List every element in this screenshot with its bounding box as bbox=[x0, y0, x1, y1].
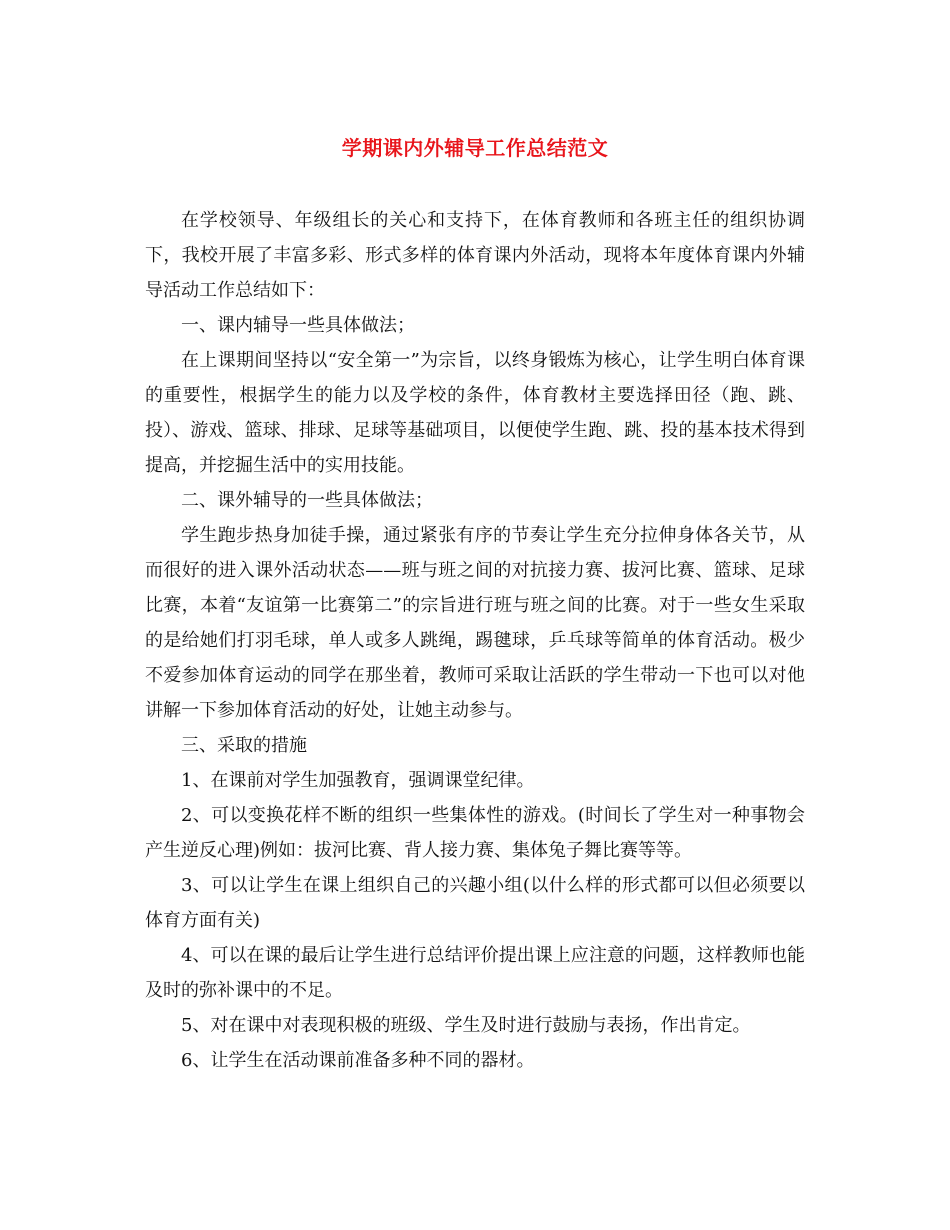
document-title: 学期课内外辅导工作总结范文 bbox=[341, 136, 609, 160]
measure-item-1: 1、在课前对学生加强教育，强调课堂纪律。 bbox=[181, 770, 535, 791]
section-heading-3: 三、采取的措施 bbox=[181, 735, 307, 756]
measure-item-3: 3、可以让学生在课上组织自己的兴趣小组(以什么样的形式都可以但必须要以体育方面有关) bbox=[145, 875, 805, 931]
section-heading-2: 二、课外辅导的一些具体做法； bbox=[181, 490, 433, 511]
measure-item-4: 4、可以在课的最后让学生进行总结评价提出课上应注意的问题，这样教师也能及时的弥补课中的不足。 bbox=[145, 945, 805, 1001]
measure-item-6: 6、让学生在活动课前准备多种不同的器材。 bbox=[181, 1050, 535, 1071]
measure-item-5: 5、对在课中对表现积极的班级、学生及时进行鼓励与表扬，作出肯定。 bbox=[181, 1015, 751, 1036]
paragraph-in-class: 在上课期间坚持以“安全第一”为宗旨，以终身锻炼为核心，让学生明白体育课的重要性，根据学生的能力以及学校的条件，体育教材主要选择田径（跑、跳、投）、游戏、篮球、排球、足球等基础项目，以便使学生跑、跳、投的基本技术得到提高，并挖掘生活中的实用技能。 bbox=[145, 350, 805, 476]
section-heading-1: 一、课内辅导一些具体做法； bbox=[181, 315, 415, 336]
document-body bbox=[145, 203, 805, 1078]
paragraph-after-class: 学生跑步热身加徒手操，通过紧张有序的节奏让学生充分拉伸身体各关节，从而很好的进入课外活动状态——班与班之间的对抗接力赛、拔河比赛、篮球、足球比赛，本着“友谊第一比赛第二”的宗旨进行班与班之间的比赛。对于一些女生采取的是给她们打羽毛球，单人或多人跳绳，踢毽球，乒乓球等简单的体育活动。极少不爱参加体育运动的同学在那坐着，教师可采取让活跃的学生带动一下也可以对他讲解一下参加体育活动的好处，让她主动参与。 bbox=[145, 525, 805, 721]
paragraph-intro: 在学校领导、年级组长的关心和支持下，在体育教师和各班主任的组织协调下，我校开展了丰富多彩、形式多样的体育课内外活动，现将本年度体育课内外辅导活动工作总结如下： bbox=[145, 210, 805, 301]
measure-item-2: 2、可以变换花样不断的组织一些集体性的游戏。(时间长了学生对一种事物会产生逆反心理)例如：拔河比赛、背人接力赛、集体兔子舞比赛等等。 bbox=[145, 805, 805, 861]
